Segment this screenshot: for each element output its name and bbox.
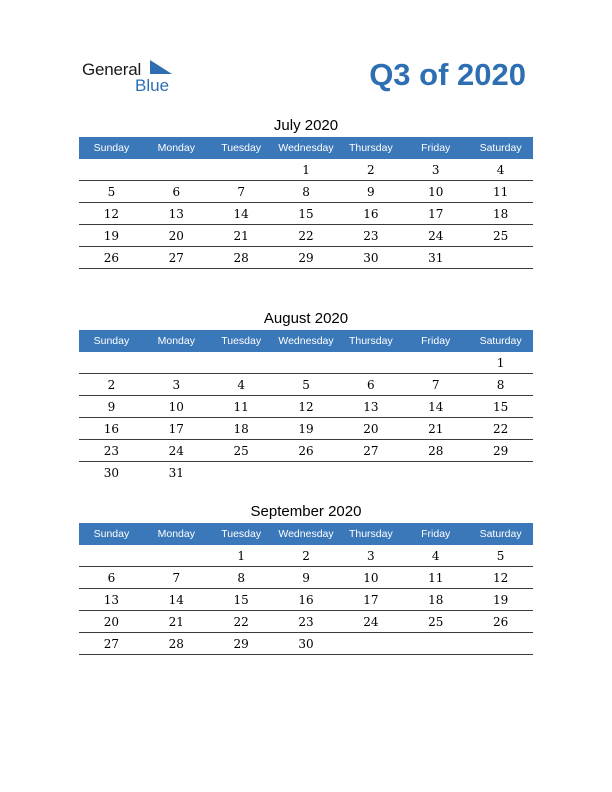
day-cell: 5 <box>107 185 116 199</box>
day-cell: 7 <box>237 185 245 199</box>
day-cell: 15 <box>492 400 509 414</box>
logo-text-blue: Blue <box>135 76 170 95</box>
day-cell <box>403 633 468 654</box>
day-cell: 4 <box>431 549 440 563</box>
day-cell: 29 <box>233 637 249 651</box>
week-row <box>79 462 533 484</box>
day-cell: 25 <box>492 229 509 243</box>
day-cell: 16 <box>298 593 314 607</box>
day-cell: 22 <box>233 615 249 629</box>
day-cell: 24 <box>363 615 379 629</box>
day-cell: 9 <box>107 400 116 414</box>
day-cell: 29 <box>298 251 314 265</box>
day-cell: 19 <box>103 229 120 243</box>
day-cell: 13 <box>363 400 379 414</box>
weekday-label: Saturday <box>479 142 522 154</box>
weekday-header <box>79 330 533 352</box>
month-july <box>79 115 533 269</box>
weekday-label: Wednesday <box>278 528 334 540</box>
week-row <box>79 352 533 374</box>
day-cell <box>338 352 403 373</box>
week-row <box>79 545 533 567</box>
day-cell: 23 <box>298 615 314 629</box>
day-cell: 5 <box>496 549 505 563</box>
day-cell: 10 <box>168 400 184 414</box>
day-cell <box>144 352 209 373</box>
month-title: July 2020 <box>273 117 339 134</box>
day-cell: 4 <box>496 163 505 177</box>
day-cell <box>468 247 533 268</box>
day-cell: 24 <box>428 229 444 243</box>
day-cell: 15 <box>298 207 314 221</box>
month-august <box>79 308 533 484</box>
week-row <box>79 611 533 633</box>
day-cell: 21 <box>233 229 249 243</box>
day-cell: 22 <box>492 422 509 436</box>
day-cell: 1 <box>496 356 505 370</box>
day-cell: 6 <box>367 378 375 392</box>
day-cell: 30 <box>298 637 314 651</box>
day-cell: 28 <box>168 637 184 651</box>
weekday-label: Wednesday <box>278 335 334 347</box>
day-cell: 10 <box>428 185 444 199</box>
day-cell: 2 <box>302 549 310 563</box>
week-row <box>79 396 533 418</box>
weekday-label: Tuesday <box>221 142 262 154</box>
generalblue-logo <box>82 58 182 98</box>
day-cell: 16 <box>363 207 379 221</box>
week-row <box>79 225 533 247</box>
day-cell: 20 <box>103 615 120 629</box>
day-cell <box>209 462 274 484</box>
day-cell <box>403 352 468 373</box>
week-row <box>79 181 533 203</box>
day-cell: 18 <box>428 593 444 607</box>
week-row <box>79 589 533 611</box>
week-row <box>79 418 533 440</box>
day-cell: 7 <box>431 378 440 392</box>
weekday-label: Sunday <box>93 142 130 154</box>
day-cell: 27 <box>363 444 379 458</box>
day-cell: 14 <box>233 207 249 221</box>
weekday-header <box>79 137 533 159</box>
weekday-label: Monday <box>157 142 195 154</box>
day-cell: 2 <box>367 163 375 177</box>
weekday-label: Sunday <box>93 335 130 347</box>
day-cell: 31 <box>168 466 184 480</box>
day-cell: 3 <box>431 163 440 177</box>
month-title: August 2020 <box>263 310 349 327</box>
weekday-label: Sunday <box>93 528 130 540</box>
weekday-label: Saturday <box>479 335 522 347</box>
day-cell: 17 <box>428 207 444 221</box>
weekday-label: Thursday <box>348 142 393 154</box>
day-cell: 8 <box>302 185 310 199</box>
day-cell: 5 <box>302 378 310 392</box>
day-cell: 1 <box>237 549 245 563</box>
day-cell: 11 <box>428 571 444 585</box>
day-cell: 13 <box>168 207 184 221</box>
day-cell: 2 <box>107 378 116 392</box>
weekday-label: Wednesday <box>278 142 334 154</box>
day-cell: 9 <box>302 571 310 585</box>
week-row <box>79 374 533 396</box>
day-cell <box>209 159 274 180</box>
day-cell: 28 <box>233 251 249 265</box>
weekday-label: Thursday <box>348 335 393 347</box>
day-cell: 24 <box>168 444 184 458</box>
week-row <box>79 159 533 181</box>
day-cell: 23 <box>103 444 120 458</box>
logo-triangle-icon <box>150 60 172 76</box>
day-cell: 1 <box>302 163 310 177</box>
week-row <box>79 440 533 462</box>
day-cell <box>468 633 533 654</box>
page-title: Q3 of 2020 <box>369 57 526 92</box>
day-cell: 9 <box>367 185 375 199</box>
day-cell: 12 <box>103 207 120 221</box>
day-cell: 12 <box>492 571 509 585</box>
day-cell: 21 <box>168 615 184 629</box>
day-cell: 14 <box>168 593 184 607</box>
day-cell: 23 <box>363 229 379 243</box>
weekday-label: Thursday <box>348 528 393 540</box>
day-cell: 27 <box>168 251 184 265</box>
day-cell: 10 <box>363 571 379 585</box>
day-cell: 6 <box>172 185 181 199</box>
month-title: September 2020 <box>250 503 362 520</box>
day-cell <box>79 545 144 566</box>
day-cell: 3 <box>367 549 375 563</box>
weekday-label: Friday <box>421 142 451 154</box>
day-cell <box>79 159 144 180</box>
day-cell: 19 <box>492 593 509 607</box>
weekday-label: Saturday <box>479 528 522 540</box>
day-cell: 22 <box>298 229 314 243</box>
day-cell: 30 <box>363 251 379 265</box>
day-cell: 25 <box>233 444 249 458</box>
day-cell <box>144 545 209 566</box>
weekday-label: Tuesday <box>221 528 262 540</box>
day-cell: 27 <box>103 637 120 651</box>
weekday-label: Friday <box>421 335 451 347</box>
day-cell <box>274 352 339 373</box>
day-cell: 26 <box>492 615 509 629</box>
week-row <box>79 633 533 655</box>
day-cell: 30 <box>103 466 120 480</box>
day-cell <box>209 352 274 373</box>
day-cell: 14 <box>428 400 444 414</box>
day-cell <box>338 462 403 484</box>
day-cell: 28 <box>428 444 444 458</box>
day-cell: 12 <box>298 400 314 414</box>
day-cell: 4 <box>237 378 245 392</box>
day-cell <box>403 462 468 484</box>
day-cell: 11 <box>233 400 249 414</box>
day-cell: 21 <box>428 422 444 436</box>
day-cell: 6 <box>107 571 116 585</box>
day-cell: 17 <box>168 422 184 436</box>
day-cell: 18 <box>492 207 509 221</box>
logo-text-general: General <box>82 60 142 79</box>
month-september <box>79 501 533 655</box>
day-cell: 16 <box>103 422 120 436</box>
day-cell <box>79 352 144 373</box>
day-cell: 17 <box>363 593 379 607</box>
day-cell: 13 <box>103 593 120 607</box>
day-cell <box>338 633 403 654</box>
weekday-label: Friday <box>421 528 451 540</box>
day-cell: 31 <box>428 251 444 265</box>
day-cell: 7 <box>172 571 181 585</box>
day-cell: 26 <box>298 444 314 458</box>
day-cell: 8 <box>496 378 505 392</box>
day-cell: 19 <box>298 422 314 436</box>
weekday-header <box>79 523 533 545</box>
weekday-label: Monday <box>157 335 195 347</box>
day-cell: 20 <box>168 229 184 243</box>
weekday-label: Tuesday <box>221 335 262 347</box>
day-cell: 8 <box>237 571 245 585</box>
day-cell <box>468 462 533 484</box>
day-cell: 29 <box>492 444 509 458</box>
week-row <box>79 247 533 269</box>
day-cell: 20 <box>363 422 379 436</box>
day-cell: 26 <box>103 251 120 265</box>
day-cell <box>144 159 209 180</box>
day-cell: 25 <box>428 615 444 629</box>
day-cell: 3 <box>172 378 181 392</box>
day-cell: 11 <box>492 185 509 199</box>
week-row <box>79 567 533 589</box>
day-cell: 15 <box>233 593 249 607</box>
weekday-label: Monday <box>157 528 195 540</box>
day-cell: 18 <box>233 422 249 436</box>
week-row <box>79 203 533 225</box>
day-cell <box>274 462 339 484</box>
